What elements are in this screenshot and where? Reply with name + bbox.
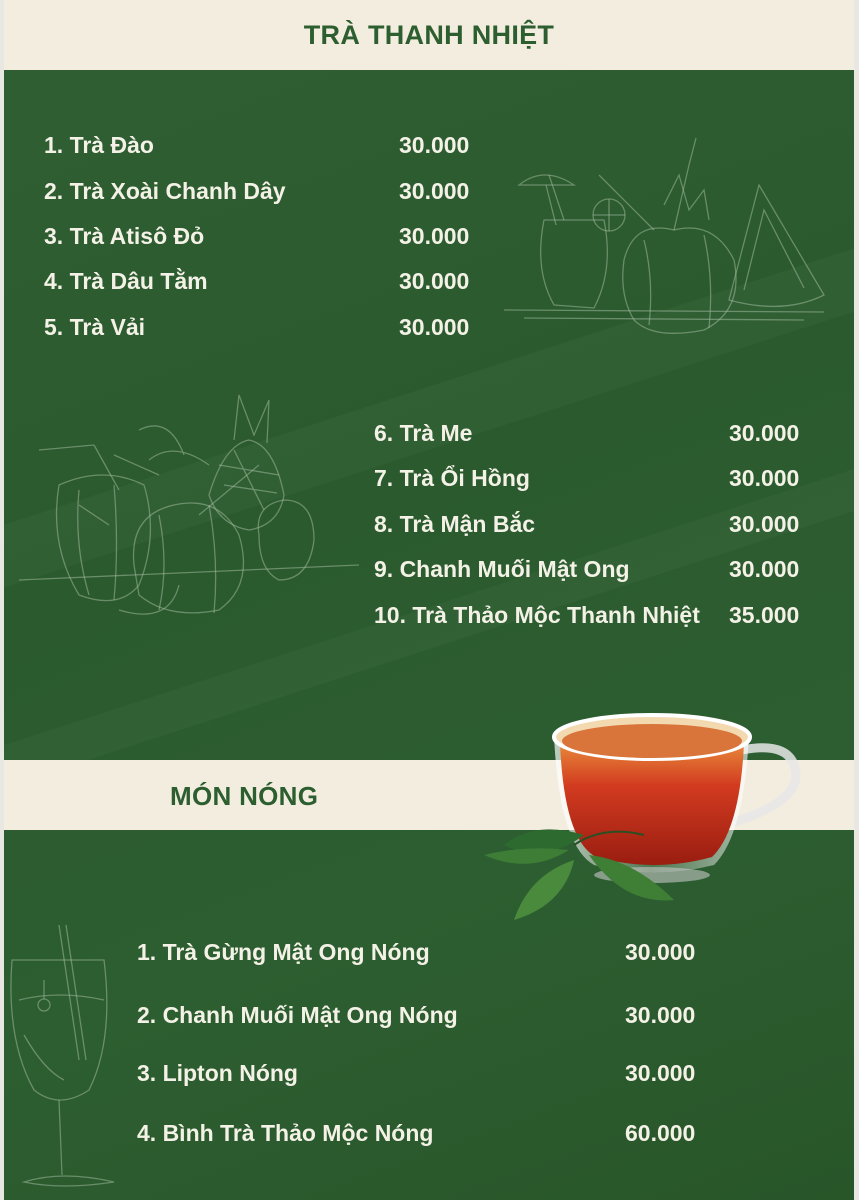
menu-item-name: 2. Trà Xoài Chanh Dây xyxy=(44,178,286,204)
menu-item-name: 9. Chanh Muối Mật Ong xyxy=(374,556,630,582)
menu-item-name: 5. Trà Vải xyxy=(44,314,146,340)
menu-item-name: 4. Trà Dâu Tằm xyxy=(44,268,208,294)
menu-item-price: 30.000 xyxy=(399,268,470,294)
menu-item-price: 30.000 xyxy=(729,465,800,491)
menu-item-name: 1. Trà Gừng Mật Ong Nóng xyxy=(137,939,430,965)
menu-item-name: 7. Trà Ổi Hồng xyxy=(374,465,530,491)
menu-item-price: 30.000 xyxy=(729,511,800,537)
menu-item-name: 8. Trà Mận Bắc xyxy=(374,511,536,537)
wine-glass-sketch-icon xyxy=(4,920,134,1200)
menu-item-price: 60.000 xyxy=(625,1120,696,1146)
menu-item-price: 30.000 xyxy=(625,939,696,965)
menu-item-name: 1. Trà Đào xyxy=(44,132,154,158)
menu-item-price: 35.000 xyxy=(729,602,800,628)
menu-item-name: 3. Trà Atisô Đỏ xyxy=(44,223,205,249)
menu-item-price: 30.000 xyxy=(399,314,470,340)
menu-page xyxy=(4,0,854,1200)
menu-item-price: 30.000 xyxy=(625,1060,696,1086)
section-title-mon-nong: MÓN NÓNG xyxy=(170,781,319,811)
menu-item-price: 30.000 xyxy=(729,420,800,446)
menu-item-price: 30.000 xyxy=(625,1002,696,1028)
menu-item-price: 30.000 xyxy=(729,556,800,582)
menu-item-price: 30.000 xyxy=(399,132,470,158)
menu-item-name: 4. Bình Trà Thảo Mộc Nóng xyxy=(137,1120,434,1146)
menu-item-name: 6. Trà Me xyxy=(374,420,473,446)
fruit-sketch-icon xyxy=(19,385,359,625)
menu-item-price: 30.000 xyxy=(399,223,470,249)
tea-cup-icon xyxy=(474,695,804,935)
drinks-sketch-icon xyxy=(504,130,834,340)
menu-item-price: 30.000 xyxy=(399,178,470,204)
menu-item-name: 3. Lipton Nóng xyxy=(137,1060,298,1086)
section-title-tra-thanh-nhiet: TRÀ THANH NHIỆT xyxy=(303,20,555,50)
menu-item-name: 2. Chanh Muối Mật Ong Nóng xyxy=(137,1002,458,1028)
menu-item-name: 10. Trà Thảo Mộc Thanh Nhiệt xyxy=(374,602,700,628)
